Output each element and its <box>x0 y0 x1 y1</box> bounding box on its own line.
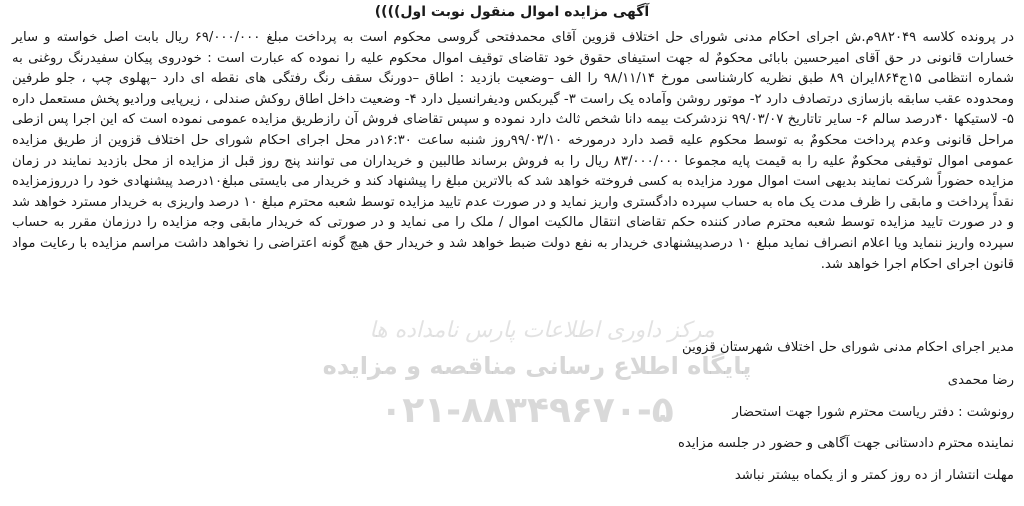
manager-title: مدیر اجرای احکام مدنی شورای حل اختلاف شهرستان قزوین <box>682 340 1014 355</box>
notice-body: در پرونده کلاسه ۹۸۲۰۴۹م.ش اجرای احکام مدنی شورای حل اختلاف قزوین آقای محمدفتحی گروسی محکوم است به پرداخت مبلغ ۶۹/۰۰۰/۰۰۰ ریال بابت اصل خواسته و سایر خسارات قانونی در حق آقای امیرحسین بابائی محکومٌ له جهت استیفای حقوق خود تقاضای توقیف اموال محکوم علیه را نموده که عبارت است : خودروی پیکان سفیدرنگ روغنی به شماره انتظامی ۱۵ج۸۶۴ایران ۸۹ طبق نظریه کارشناسی مورخ ۹۸/۱۱/۱۴ را الف –وضعیت بازدید : اطاق –دورنگ سقف رنگ رفتگی های نقطه ای دارد –پهلوی چپ ، جلو طرفین ومحدوده عقب سابقه بازسازی درتصادف دارد ۲- موتور روشن وآماده یک راست ۳- گیربکس ودیفرانسیل دارد ۴- وضعیت داخل اطاق روکش صندلی ، زیرپایی ورادیو پخش مستعمل داره ۵- لاستیکها ۴۰درصد سالم ۶- سایر تاتاریخ ۹۹/۰۳/۰۷ نزدشرکت بیمه دانا شخص ثالث دارد نموده و سپس تقاضای فروش آن رازطریق مزایده عمومی نموده است که این اجرا پس ازطی مراحل قانونی وعدم پرداخت محکومٌ به توسط محکوم علیه قصد دارد درمورخه ۹۹/۰۳/۱۰روز شنبه ساعت ۱۶:۳۰در محل اجرای احکام شورای حل اختلاف قزوین از طریق مزایده عمومی اموال توقیفی محکومٌ علیه را به قیمت پایه مجموعا ۸۳/۰۰۰/۰۰۰ ریال را به فروش برساند طالبین و خریداران می توانند پنج روز قبل از مزایده از محل بازدید نمایند در زمان مزایده حضوراً شرکت نمایند بدیهی است اموال مورد مزایده به کسی فروخته خواهد شد که بالاترین مبلغ را پیشنهاد کند و خریدار می بایستی مبلغ۱۰درصد پیشنهادی خود را درروزمزایده نقداً پرداخت و مابقی را ظرف مدت یک ماه به حساب سپرده دادگستری واریز نماید و در صورت عدم تایید مزایده توسط شعبه محترم مبلغ ۱۰ درصد واریزی به خریدار مسترد خواهد شد و در صورت تایید مزایده توسط شعبه محترم صادر کننده حکم تقاضای انتقال مالکیت اموال / ملک را می نماید و در صورتی که خریدار مابقی وجه مزایده را درزمان مقرر به حساب سپرده واریز ننماید ویا اعلام انصراف نماید مبلغ ۱۰ درصدپیشنهادی خریدار به نفع دولت ضبط خواهد شد و خریدار حق هیچ گونه اعتراضی را نخواهد داشت مراسم مزایده با رعایت مواد قانون اجرای احکام اجرا خواهد شد. <box>12 30 1015 272</box>
signer-name: رضا محمدی <box>947 373 1014 388</box>
notice-title: آگهی مزایده اموال منقول نوبت اول)))) <box>374 4 650 20</box>
watermark-text-line: مرکز داوری اطلاعات پارس نامداده ها <box>369 318 715 343</box>
publication-deadline-line: مهلت انتشار از ده روز کمتر و از یکماه بیشتر نباشد <box>734 468 1014 483</box>
copy-recipient-line: رونوشت : دفتر ریاست محترم شورا جهت استحضار <box>732 405 1014 420</box>
watermark-phone: ۰۲۱-۸۸۳۴۹۶۷۰-۵ <box>380 390 674 431</box>
watermark-site-name: پایگاه اطلاع رسانی مناقصه و مزایده <box>322 352 752 380</box>
prosecutor-rep-line: نماینده محترم دادستانی جهت آگاهی و حضور در جلسه مزایده <box>678 436 1014 451</box>
